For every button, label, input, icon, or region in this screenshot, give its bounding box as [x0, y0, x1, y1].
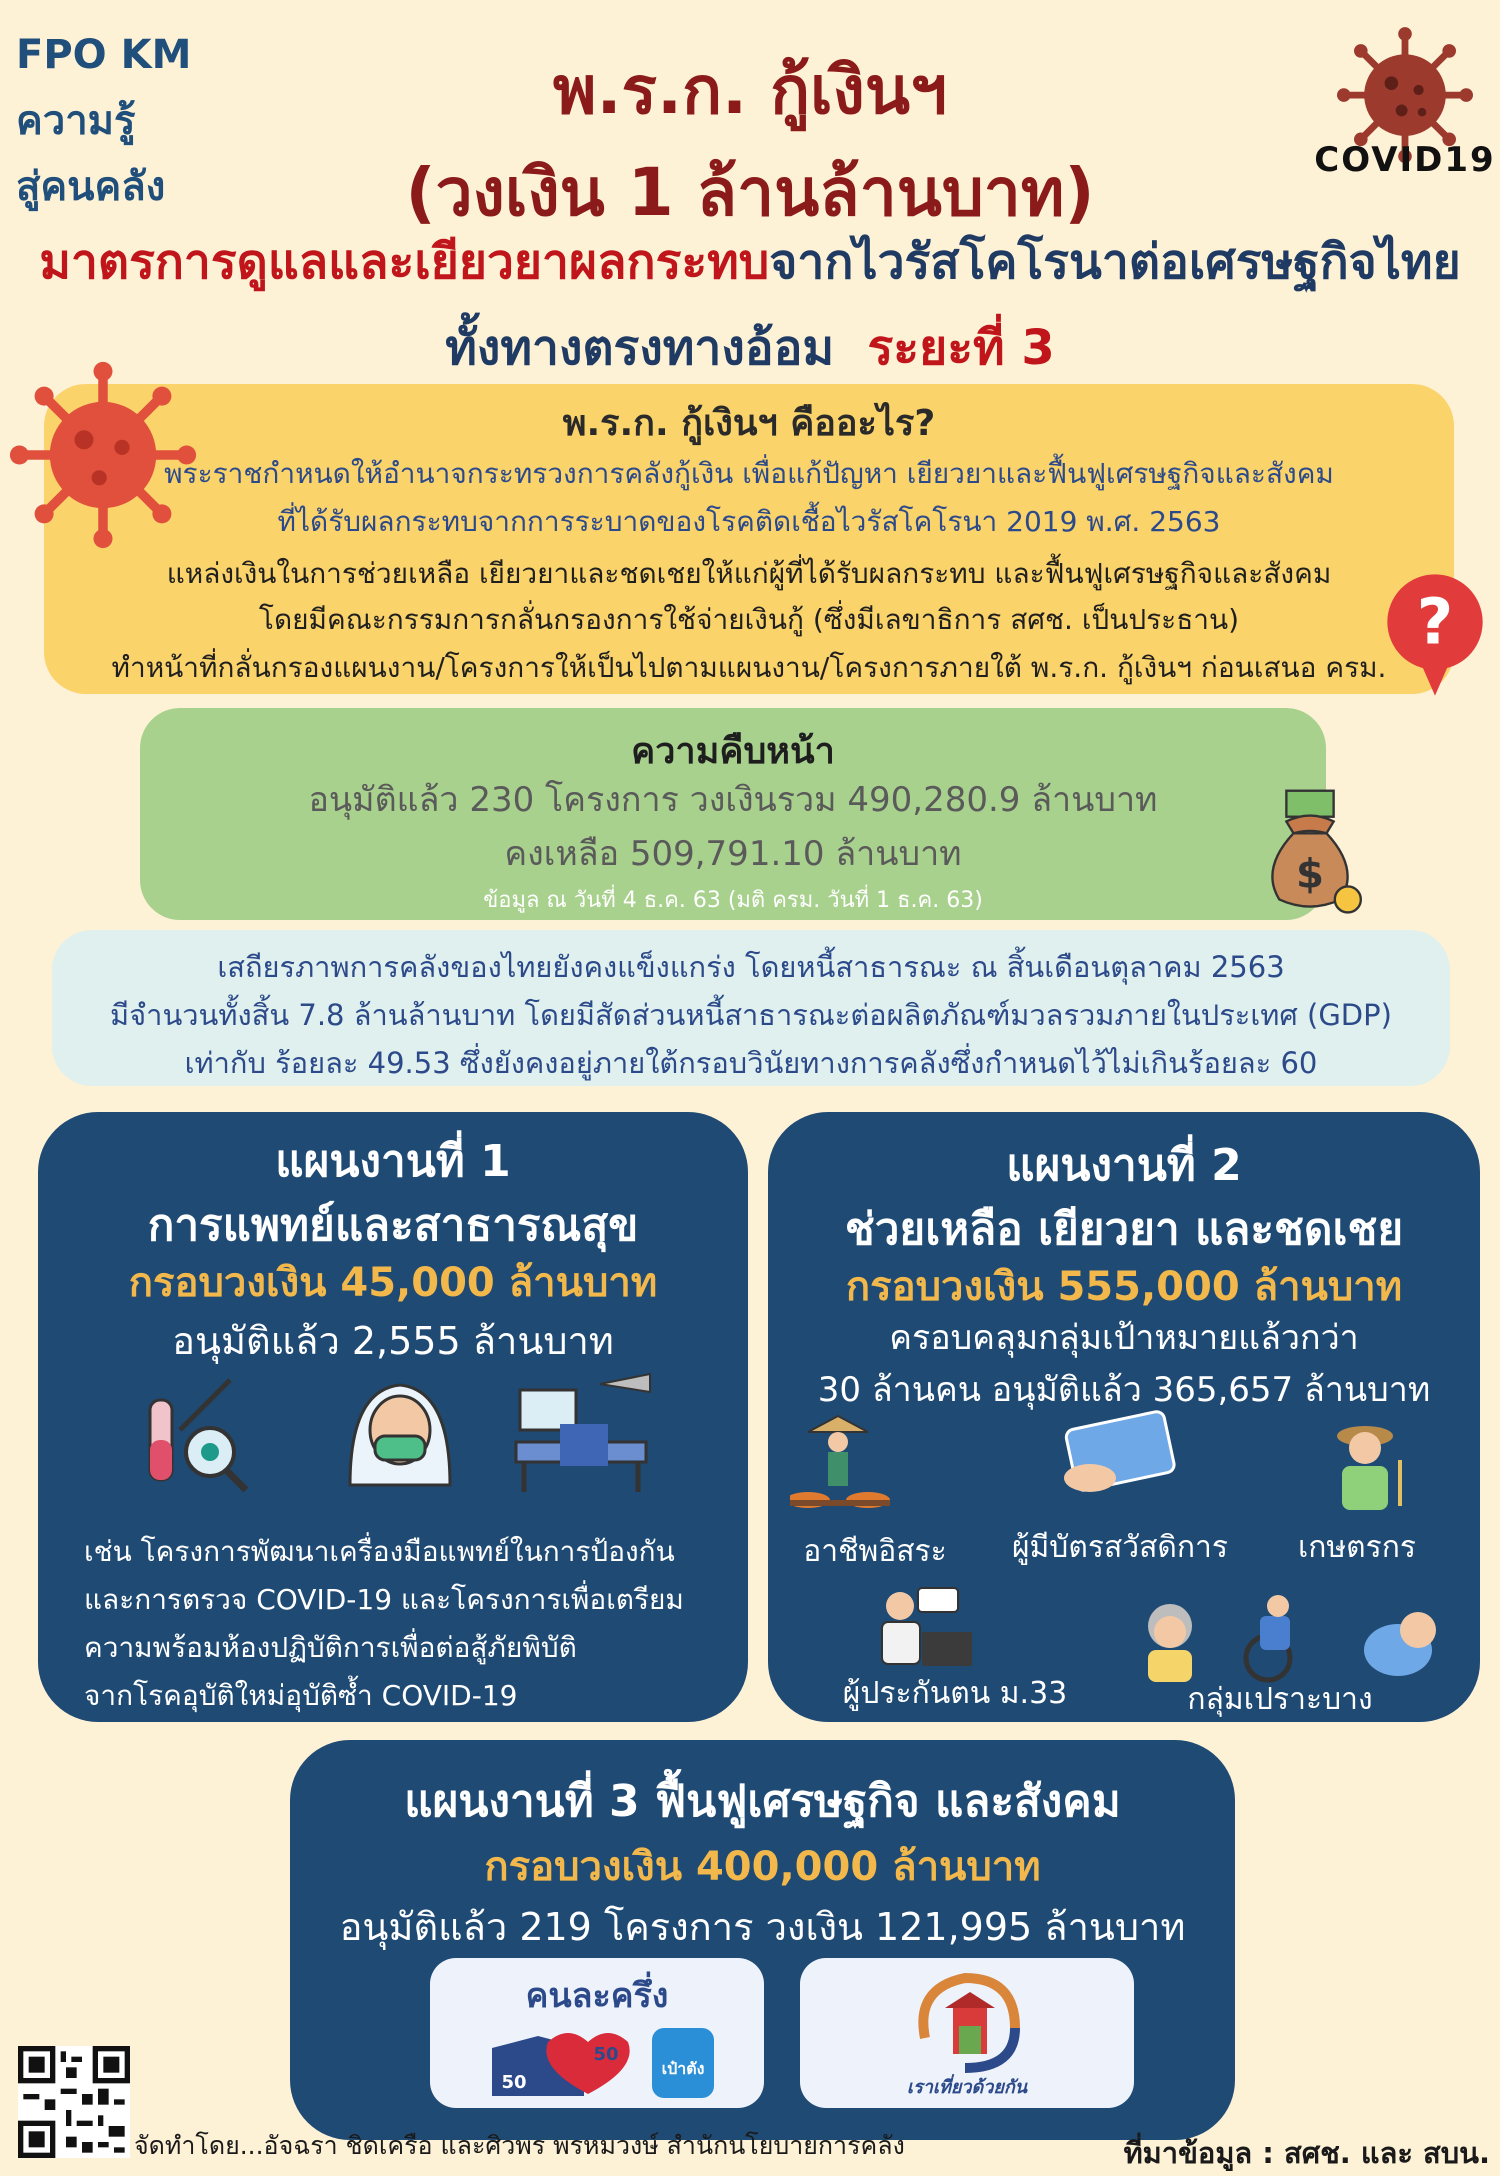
insured-worker-icon	[882, 1588, 972, 1666]
plan-2-subtitle: ช่วยเหลือ เยียวยา และชดเชย	[844, 1204, 1404, 1255]
group-insured-m33: ผู้ประกันตน ม.33	[842, 1676, 1068, 1711]
plan-2-budget: กรอบวงเงิน 555,000 ล้านบาท	[845, 1264, 1403, 1310]
progress-approved-line: อนุมัติแล้ว 230 โครงการ วงเงินรวม 490,280.9 ล้านบาท	[308, 780, 1158, 820]
credit-line: จัดทำโดย...อัจฉรา ชิดเครือ และศิวพร พรหมวงษ์ สำนักนโยบายการคลัง	[134, 2131, 905, 2160]
plan-1-subtitle: การแพทย์และสาธารณสุข	[147, 1200, 639, 1251]
plan-1-desc-line-4: จากโรคอุบัติใหม่อุบัติซ้ำ COVID-19	[84, 1679, 518, 1712]
brand-block	[16, 22, 191, 220]
protective-suit-icon	[350, 1385, 450, 1485]
fiscal-line-1: เสถียรภาพการคลังของไทยยังคงแข็งแกร่ง โดยหนี้สาธารณะ ณ สิ้นเดือนตุลาคม 2563	[217, 950, 1285, 984]
welfare-card-icon	[1064, 1410, 1176, 1492]
paotang-app-label: เป๋าตัง	[661, 2059, 705, 2078]
hospital-bed-icon	[516, 1374, 650, 1492]
what-is-line-5: ทำหน้าที่กลั่นกรองแผนงาน/โครงการให้เป็นไปตามแผนงาน/โครงการภายใต้ พ.ร.ก. กู้เงินฯ ก่อนเสนอ ครม.	[111, 651, 1387, 684]
main-title: พ.ร.ก. กู้เงินฯ	[552, 52, 948, 129]
half-half-title: คนละครึ่ง	[525, 1976, 669, 2016]
subtitle-navy-part: จากไวรัสโคโรนาต่อเศรษฐกิจไทย	[769, 234, 1461, 290]
main-title-amount: (วงเงิน 1 ล้านล้านบาท)	[405, 154, 1095, 231]
plan-1-budget: กรอบวงเงิน 45,000 ล้านบาท	[128, 1260, 658, 1306]
plan-3-budget: กรอบวงเงิน 400,000 ล้านบาท	[484, 1844, 1041, 1890]
group-welfare-card: ผู้มีบัตรสวัสดิการ	[1011, 1530, 1229, 1565]
plan-3-title: แผนงานที่ 3 ฟื้นฟูเศรษฐกิจ และสังคม	[404, 1776, 1121, 1827]
brand-line-2: ความรู้	[16, 98, 136, 144]
subtitle2-navy-part: ทั้งทางตรงทางอ้อม	[445, 320, 835, 376]
plan-1-desc-line-1: เช่น โครงการพัฒนาเครื่องมือแพทย์ในการป้องกัน	[84, 1535, 675, 1568]
question-mark-icon	[1380, 570, 1490, 700]
data-source: ที่มาข้อมูล : สศช. และ สบน.	[1123, 2136, 1490, 2170]
farmer-icon	[1337, 1426, 1400, 1510]
plan-2-title: แผนงานที่ 2	[1006, 1140, 1242, 1191]
qr-code-icon[interactable]	[18, 2046, 130, 2158]
fiscal-line-3: เท่ากับ ร้อยละ 49.53 ซึ่งยังคงอยู่ภายใต้กรอบวินัยทางการคลังซึ่งกำหนดไว้ไม่เกินร้อยละ 60	[184, 1046, 1318, 1080]
plan-3-approved: อนุมัติแล้ว 219 โครงการ วงเงิน 121,995 ล้านบาท	[339, 1905, 1186, 1949]
medical-icons	[120, 1370, 680, 1500]
baby-icon	[1364, 1612, 1436, 1676]
plan-1-description	[84, 1528, 724, 1720]
subtitle-line-2	[300, 310, 1200, 386]
money-bag-icon	[1250, 786, 1370, 916]
half-half-badge-b: 50	[593, 2044, 619, 2065]
progress-title: ความคืบหน้า	[631, 731, 835, 772]
elderly-icon	[1148, 1604, 1192, 1682]
what-is-line-1: พระราชกำหนดให้อำนาจกระทรวงการคลังกู้เงิน เพื่อแก้ปัญหา เยียวยาและฟื้นฟูเศรษฐกิจและสังคม	[164, 457, 1334, 490]
group-farmer: เกษตรกร	[1297, 1530, 1417, 1565]
plan-1-approved: อนุมัติแล้ว 2,555 ล้านบาท	[172, 1319, 614, 1363]
brand-line-1: FPO KM	[16, 32, 192, 78]
progress-remaining-line: คงเหลือ 509,791.10 ล้านบาท	[504, 834, 962, 874]
what-is-title: พ.ร.ก. กู้เงินฯ คืออะไร?	[562, 403, 936, 444]
plan-2-approved-line: 30 ล้านคน อนุมัติแล้ว 365,657 ล้านบาท	[817, 1370, 1431, 1410]
phase-label: ระยะที่ 3	[867, 320, 1055, 376]
group-vulnerable: กลุ่มเปราะบาง	[1187, 1682, 1373, 1717]
vendor-icon	[790, 1416, 890, 1508]
plan-1-title: แผนงานที่ 1	[275, 1136, 511, 1187]
fiscal-line-2: มีจำนวนทั้งสิ้น 7.8 ล้านล้านบาท โดยมีสัดส่วนหนี้สาธารณะต่อผลิตภัณฑ์มวลรวมภายในประเทศ (GDP)	[110, 998, 1392, 1032]
what-is-line-2: ที่ได้รับผลกระทบจากการระบาดของโรคติดเชื้อไวรัสโคโรนา 2019 พ.ศ. 2563	[277, 505, 1221, 538]
covid-badge-text: COVID19	[1314, 140, 1496, 180]
progress-data-note: ข้อมูล ณ วันที่ 4 ธ.ค. 63 (มติ ครม. วันที่ 1 ธ.ค. 63)	[483, 888, 983, 913]
test-tube-icon	[150, 1380, 246, 1490]
plan-1-desc-line-3: ความพร้อมห้องปฏิบัติการเพื่อต่อสู้ภัยพิบัติ	[84, 1631, 577, 1664]
half-half-badge-a: 50	[501, 2072, 527, 2093]
travel-together-logo-icon	[905, 1968, 1035, 2078]
group-self-employed: อาชีพอิสระ	[803, 1534, 947, 1569]
svg-text:$: $	[1296, 851, 1324, 898]
plan-1-desc-line-2: และการตรวจ COVID-19 และโครงการเพื่อเตรียม	[84, 1583, 684, 1616]
half-half-puzzle-icon	[488, 2018, 718, 2102]
brand-line-3: สู่คนคลัง	[16, 164, 166, 210]
travel-together-label: เราเที่ยวด้วยกัน	[906, 2077, 1028, 2098]
wheelchair-icon	[1246, 1595, 1290, 1680]
subtitle-line-1	[20, 232, 1480, 292]
svg-text:?: ?	[1416, 585, 1454, 659]
subtitle-red-part: มาตรการดูแลและเยียวยาผลกระทบ	[39, 234, 770, 290]
plan-2-coverage-line: ครอบคลุมกลุ่มเป้าหมายแล้วกว่า	[889, 1318, 1359, 1358]
what-is-line-3: แหล่งเงินในการช่วยเหลือ เยียวยาและชดเชยให้แก่ผู้ที่ได้รับผลกระทบ และฟื้นฟูเศรษฐกิจและสังคม	[166, 557, 1332, 590]
what-is-line-4: โดยมีคณะกรรมการกลั่นกรองการใช้จ่ายเงินกู้ (ซึ่งมีเลขาธิการ สศช. เป็นประธาน)	[258, 603, 1240, 636]
